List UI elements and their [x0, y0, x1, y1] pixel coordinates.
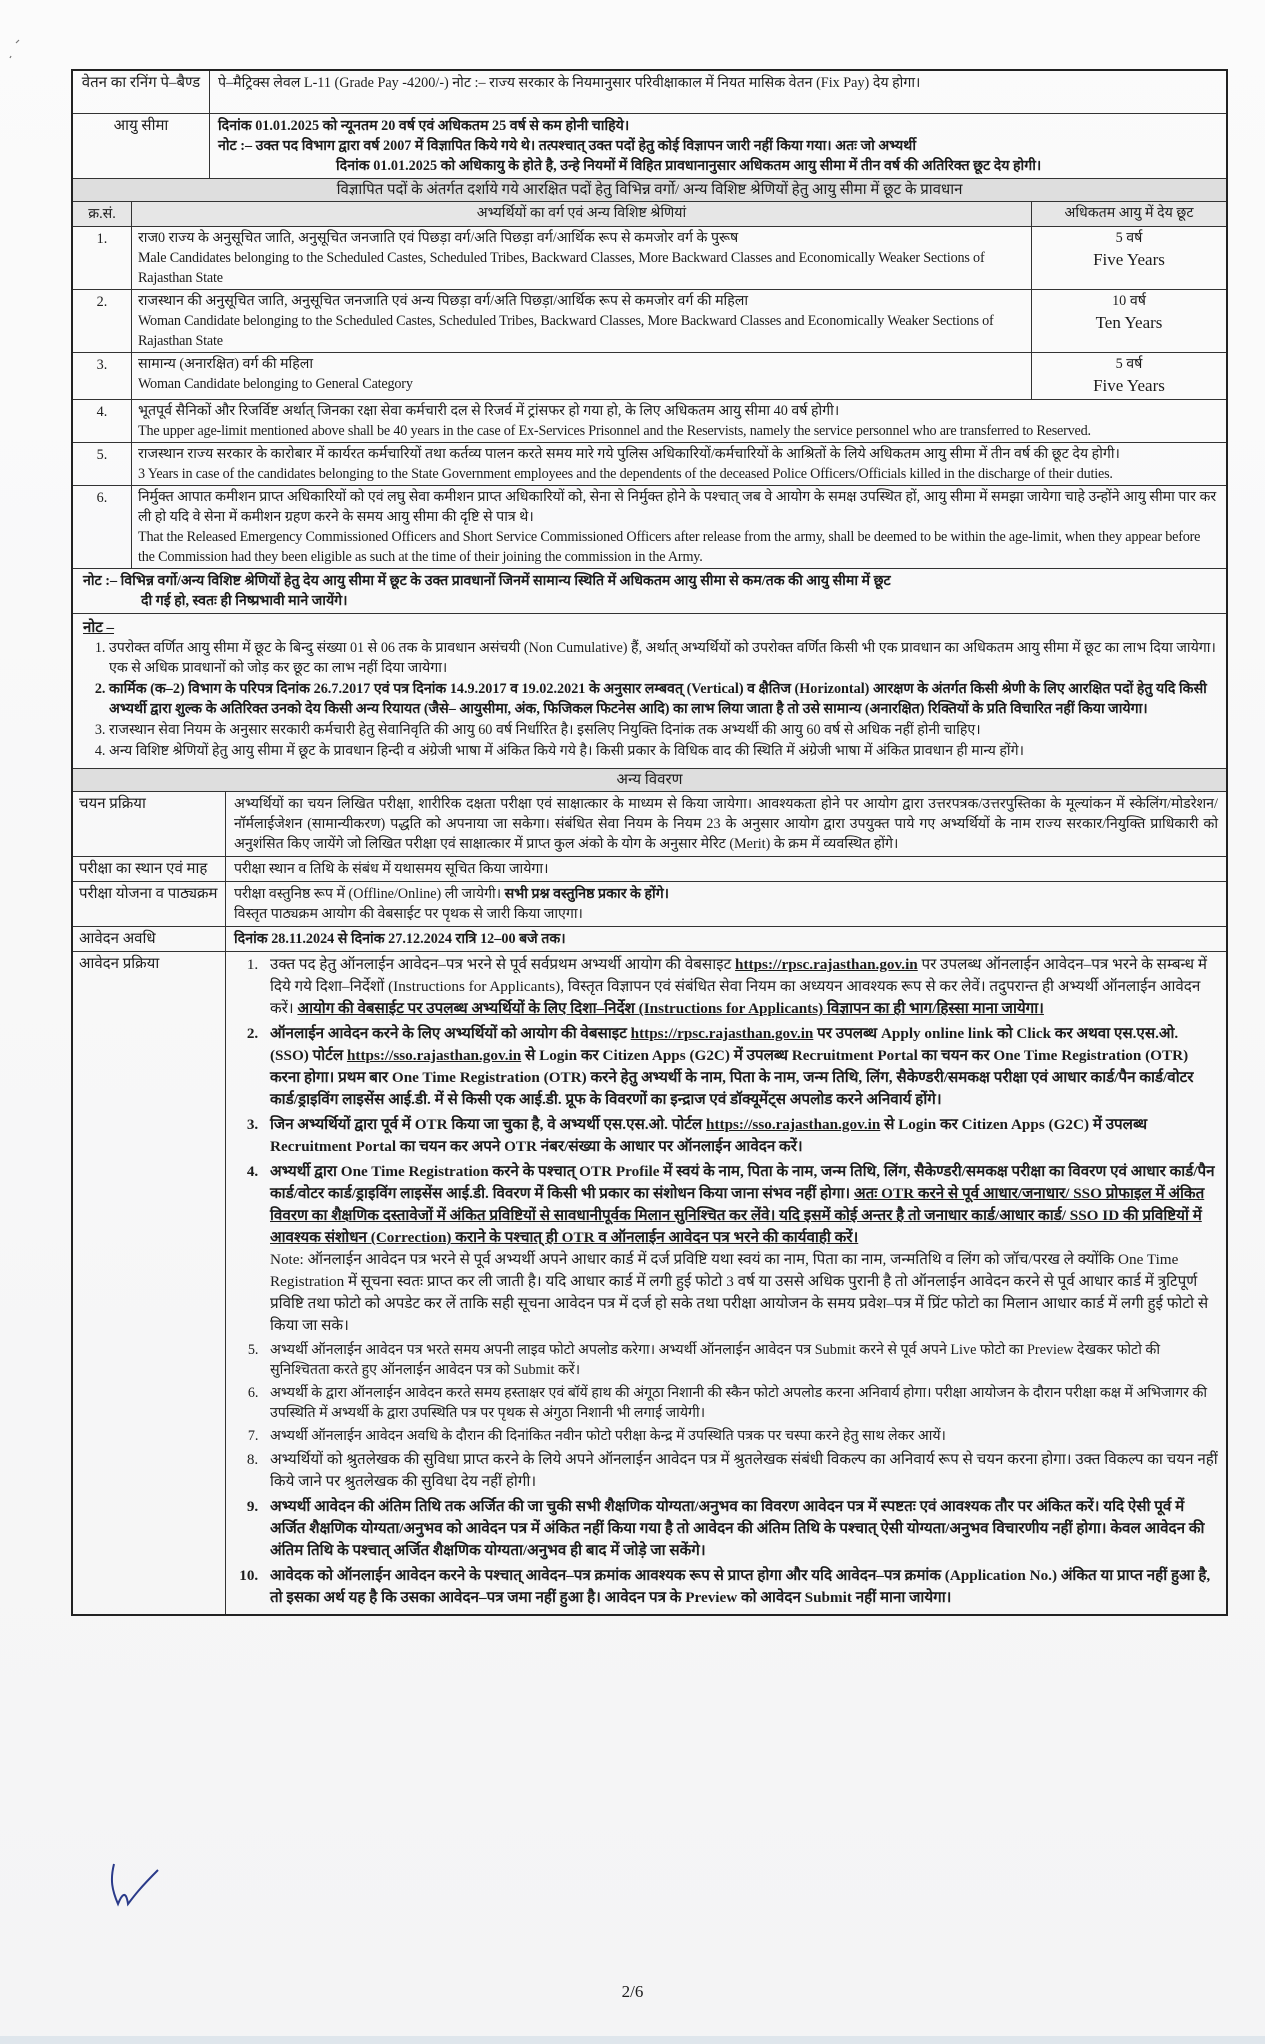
process-item: 9. अभ्यर्थी आवेदन की अंतिम तिथि तक अर्जित की जा चुकी सभी शैक्षणिक योग्यता/अनुभव का विवरण आवेदन पत्र में स्पष्टतः एवं आवश्यक तौर पर अंकित करें। यदि ऐसी पूर्व में अर्जित शैक्षणिक योग्यता/अनुभव को आवेदन पत्र में अंकित नहीं किया गया है तो आवेदन की अंतिम तिथि के पश्चात् ऐसी योग्यता/अनुभव विचारणीय नहीं होगा। केवल आवेदन की अंतिम तिथि के पश्चात् अर्जित शैक्षणिक योग्यता/अनुभव ही बाद में जोड़े जा सकेंगे।	[262, 1496, 1218, 1562]
col-serial: क्र.सं.	[73, 202, 132, 226]
relaxation-note	[73, 569, 1226, 614]
age-english: Five Years	[1093, 250, 1165, 269]
age-limit-note: नोट :– उक्त पद विभाग द्वारा वर्ष 2007 में विज्ञापित किये गये थे। तत्पश्चात् उक्त पदों हेतु कोई विज्ञापन जारी नहीं किया गया। अतः जो अभ्यर्थी	[218, 138, 917, 154]
process-item	[262, 1161, 1218, 1337]
pay-band-value: पे–मैट्रिक्स लेवल L-11 (Grade Pay -4200/-) नोट :– राज्य सरकार के नियमानुसार परिवीक्षाकाल में नियत मासिक वेतन (Fix Pay) देय होगा।	[218, 75, 921, 91]
scheme-label: परीक्षा योजना व पाठ्यक्रम	[73, 882, 226, 926]
scheme-syllabus: विस्तृत पाठ्यक्रम आयोग की वेबसाईट पर पृथक से जारी किया जाएगा।	[234, 906, 583, 922]
category-english: Woman Candidate belonging to the Scheduled Castes, Scheduled Tribes, Backward Classes, More Backward Classes and Economically Weaker Sections of Rajasthan State	[138, 313, 994, 349]
note-item: 2. कार्मिक (क–2) विभाग के परिपत्र दिनांक 26.7.2017 एवं पत्र दिनांक 14.9.2017 व 19.02.2021 के अनुसार लम्बवत् (Vertical) व क्षैतिज (Horizontal) आरक्षण के अंतर्गत किसी श्रेणी के लिए आरक्षित पदों हेतु यदि किसी अभ्यर्थी द्वारा शुल्क के अतिरिक्त उनको देय किसी अन्य रियायत (जैसे– आयुसीमा, अंक, फिजिकल फिटनेस आदि) का लाभ लिया जाता है तो उसे सामान्य (अनारक्षित) रिक्तियों के प्रति विचारित नहीं किया जायेगा।	[109, 679, 1216, 719]
process-text: से Login कर Citizen Apps (G2C) में उपलब्ध Recruitment Portal का चयन कर अपने OTR नंबर/संख्या के आधार पर ऑनलाईन आवेदन करें।	[270, 1116, 1148, 1155]
category-english: The upper age-limit mentioned above shall be 40 years in the case of Ex-Services Prisonnel and the Reservists, namely the service personnel who are transferred to Reserved.	[138, 423, 1091, 439]
category-hindi: राजस्थान राज्य सरकार के कारोबार में कार्यरत कर्मचारियों तथा कर्तव्य पालन करते समय मारे गये पुलिस अधिकारियों/कर्मचारियों के आश्रितों के लिये अधिकतम आयु सीमा में तीन वर्ष की छूट देय होगी।	[138, 446, 1120, 462]
pay-band-row	[73, 71, 1226, 114]
scheme-row	[73, 882, 1226, 927]
other-details-title: अन्य विवरण	[73, 769, 1226, 792]
process-list	[226, 952, 1226, 1614]
process-item	[262, 954, 1218, 1020]
category-english: Woman Candidate belonging to General Category	[138, 376, 413, 392]
row-serial: 5.	[73, 443, 132, 485]
row-age	[1032, 290, 1226, 352]
venue-row	[73, 857, 1226, 882]
process-note: Note: ऑनलाईन आवेदन पत्र भरने से पूर्व अभ्यर्थी अपने आधार कार्ड में दर्ज प्रविष्टि यथा स्वयं का नाम, पिता का नाम, जन्मतिथि व लिंग को जॉच/परख ले क्योंकि One Time Registration में सूचना स्वतः प्राप्त कर ली जाती है। यदि आधार कार्ड में लगी हुई फोटो 3 वर्ष या उससे अधिक पुरानी है तो ऑनलाईन आवेदन करने से पूर्व आधार कार्ड में त्रुटिपूर्ण प्रविष्टि तथा फोटो को अपडेट कर लें ताकि सही सूचना आवेदन पत्र में दर्ज हो सके तथा परीक्षा आयोजन के समय प्रवेश–पत्र में प्रिंट फोटो का मिलान आधार कार्ड में लगी हुई फोटो से किया जा सके।	[270, 1251, 1209, 1334]
relaxation-header	[73, 202, 1226, 227]
note-item: 3. राजस्थान सेवा नियम के अनुसार सरकारी कर्मचारी हेतु सेवानिवृति की आयु 60 वर्ष निर्धारित है। इसलिए नियुक्ति दिनांक तक अभ्यर्थी की आयु 60 वर्ष से अधिक नहीं होनी चाहिए।	[109, 720, 1216, 740]
process-text: पर उपलब्ध ऑनलाईन आवेदन–पत्र भरने के सम्बन्ध में दिये गये दिशा–निर्देशों (Instructions for Applicants), विस्तृत विज्ञापन एवं संबंधित सेवा नियम का अध्ययन आवश्यक रूप से कर लेवें। तदुपरान्त ही अभ्यर्थी ऑनलाईन आवेदन करें।	[270, 956, 1207, 1017]
age-english: Ten Years	[1095, 313, 1163, 332]
note-item: 4. अन्य विशिष्ट श्रेणियों हेतु आयु सीमा में छूट के प्रावधान हिन्दी व अंग्रेजी भाषा में अंकित किये गये है। किसी प्रकार के विधिक वाद की स्थिति में अंग्रेजी भाषा में अंकित प्रावधान ही मान्य होंगे।	[109, 741, 1216, 761]
age-hindi: 5 वर्ष	[1115, 356, 1143, 372]
note-item: 1. उपरोक्त वर्णित आयु सीमा में छूट के बिन्दु संख्या 01 से 06 तक के प्रावधान असंचयी (Non Cumulative) हैं, अर्थात् अभ्यर्थियों को उपरोक्त वर्णित किसी भी एक प्रावधान का अधिकतम आयु सीमा में छूट का लाभ दिया जायेगा। एक से अधिक प्रावधानों को जोड़ कर छूट का लाभ नहीं दिया जायेगा।	[109, 638, 1216, 678]
age-limit-label: आयु सीमा	[73, 114, 210, 178]
relaxation-note-line: दी गई हो, स्वतः ही निष्प्रभावी माने जायेंगे।	[141, 593, 348, 609]
period-row	[73, 927, 1226, 952]
scheme-mode: परीक्षा वस्तुनिष्ठ रूप में (Offline/Online) ली जायेगी।	[234, 886, 502, 902]
age-limit-note-cont: दिनांक 01.01.2025 को अधिकायु के होते है, उन्हे नियमों में विहित प्रावधानानुसार अधिकतम आयु सीमा में तीन वर्ष की अतिरिक्त छूट देय होगी।	[336, 158, 1042, 174]
process-text: उक्त पद हेतु ऑनलाईन आवेदन–पत्र भरने से पूर्व सर्वप्रथम अभ्यर्थी आयोग की वेबसाइट	[270, 956, 732, 973]
relaxation-title: विज्ञापित पदों के अंतर्गत दर्शाये गये आरक्षित पदों हेतु विभिन्न वर्गो/ अन्य विशिष्ट श्रेणियों हेतु आयु सीमा में छूट के प्रावधान	[73, 179, 1226, 202]
category-english: Male Candidates belonging to the Scheduled Castes, Scheduled Tribes, Backward Classes, More Backward Classes and Economically Weaker Sections of Rajasthan State	[138, 250, 985, 286]
sso-link[interactable]: https://sso.rajasthan.gov.in	[706, 1116, 881, 1133]
row-category	[132, 290, 1032, 352]
process-item: 10. आवेदक को ऑनलाईन आवेदन करने के पश्चात् आवेदन–पत्र क्रमांक आवश्यक रूप से प्राप्त होगा और यदि आवेदन–पत्र क्रमांक (Application No.) अंकित या प्राप्त नहीं हुआ है, तो इसका अर्थ यह है कि उसका आवेदन–पत्र जमा नहीं हुआ है। आवेदन पत्र के Preview को आवेदन Submit नहीं माना जायेगा।	[262, 1565, 1218, 1609]
process-text: पर उपलब्ध Apply online link को Click कर अथवा एस.एस.ओ. (SSO) पोर्टल	[270, 1025, 1179, 1064]
relaxation-note-line: नोट :– विभिन्न वर्गो/अन्य विशिष्ट श्रेणियों हेतु देय आयु सीमा में छूट के उक्त प्रावधानों जिनमें सामान्य स्थिति में अधिकतम आयु सीमा से कम/तक की आयु सीमा में छूट	[83, 573, 891, 589]
process-label: आवेदन प्रक्रिया	[73, 952, 226, 1614]
selection-row	[73, 792, 1226, 857]
scan-speck-mark	[5, 30, 25, 60]
scheme-text	[226, 882, 1226, 926]
notes-section	[73, 614, 1226, 769]
process-item: 8. अभ्यर्थियों को श्रुतलेखक की सुविधा प्राप्त करने के लिये अपने ऑनलाईन आवेदन पत्र में श्रुतलेखक संबंधी विकल्प का अनिवार्य रूप से चयन करना होगा। उक्त विकल्प का चयन नहीं किये जाने पर श्रुतलेखक की सुविधा देय नहीं होगी।	[262, 1449, 1218, 1493]
selection-text: अभ्यर्थियों का चयन लिखित परीक्षा, शारीरिक दक्षता परीक्षा एवं साक्षात्कार के माध्यम से किया जायेगा। आवश्यकता होने पर आयोग द्वारा उत्तरपत्रक/उत्तरपुस्तिका के मूल्यांकन में स्केलिंग/मोडरेशन/नॉर्मलाईजेशन (सामान्यीकरण) पद्धति को अपनाया जा सकेगा। संबंधित सेवा नियम के नियम 23 के अनुसार आयोग द्वारा उपयुक्त पाये गए अभ्यर्थियों के नाम राज्य सरकार/नियुक्ति प्राधिकारी को अनुशंसित किए जायेंगे जो लिखित परीक्षा एवं साक्षात्कार में प्राप्त कुल अंको के योग के अनुसार मेरिट (Merit) के क्रम में व्यवस्थित होंगे।	[234, 796, 1218, 852]
notes-title: नोट –	[83, 620, 115, 636]
relaxation-row	[73, 400, 1226, 443]
row-category	[132, 400, 1226, 442]
process-item	[262, 1114, 1218, 1158]
process-text: जिन अभ्यर्थियों द्वारा पूर्व में OTR किया जा चुका है, वे अभ्यर्थी एस.एस.ओ. पोर्टल	[270, 1116, 703, 1133]
age-limit-line: दिनांक 01.01.2025 को न्यूनतम 20 वर्ष एवं अधिकतम 25 वर्ष से कम होनी चाहिये।	[218, 118, 630, 134]
period-label: आवेदन अवधि	[73, 927, 226, 951]
process-item	[262, 1023, 1218, 1111]
row-age	[1032, 353, 1226, 399]
advertisement-table	[71, 69, 1228, 1616]
row-category	[132, 353, 1032, 399]
row-category	[132, 227, 1032, 289]
row-serial: 2.	[73, 290, 132, 352]
col-category: अभ्यर्थियों का वर्ग एवं अन्य विशिष्ट श्रेणियां	[132, 202, 1032, 226]
process-text: अभ्यर्थी द्वारा One Time Registration करने के पश्चात् OTR Profile में स्वयं के नाम, पिता के नाम, जन्म तिथि, लिंग, सैकेण्डरी/समकक्ष परीक्षा का विवरण एवं आधार कार्ड/पैन कार्ड/वोटर कार्ड/ड्राइविंग लाइसेंस आई.डी. विवरण में किसी भी प्रकार का संशोधन किया जाना संभव नहीं होगा।	[270, 1163, 1215, 1202]
pay-band-label: वेतन का रनिंग पे–बैण्ड	[73, 71, 210, 113]
process-text: अतः OTR करने से पूर्व आधार/जनाधार/ SSO प्रोफाइल में अंकित विवरण का शैक्षणिक दस्तावेजों में अंकित प्रविष्टियों से सावधानीपूर्वक मिलान सुनिश्चित कर लेंवे। यदि इसमें कोई अन्तर है तो जनाधार कार्ड/आधार कार्ड/ SSO ID की प्रविष्टियों में आवश्यक संशोधन (Correction) कराने के पश्चात् ही OTR व ऑनलाईन आवेदन पत्र भरने की कार्यवाही करें।	[270, 1185, 1205, 1246]
category-english: 3 Years in case of the candidates belonging to the State Government employees and the dependents of the deceased Police Officers/Officials killed in the discharge of their duties.	[138, 466, 1113, 482]
relaxation-row	[73, 353, 1226, 400]
age-limit-row	[73, 114, 1226, 179]
row-serial: 4.	[73, 400, 132, 442]
venue-text: परीक्षा स्थान व तिथि के संबंध में यथासमय सूचित किया जायेगा।	[234, 861, 549, 877]
category-hindi: राज0 राज्य के अनुसूचित जाति, अनुसूचित जनजाति एवं पिछड़ा वर्ग/अति पिछड़ा वर्ग/आर्थिक रूप से कमजोर वर्ग के पुरूष	[138, 230, 739, 246]
venue-label: परीक्षा का स्थान एवं माह	[73, 857, 226, 881]
relaxation-row	[73, 290, 1226, 353]
process-item: 5. अभ्यर्थी ऑनलाईन आवेदन पत्र भरते समय अपनी लाइव फोटो अपलोड करेगा। अभ्यर्थी ऑनलाईन आवेदन पत्र Submit करने से पूर्व अपने Live फोटो का Preview देखकर फोटो की सुनिश्चितता करते हुए ऑनलाईन आवेदन पत्र को Submit करें।	[262, 1340, 1218, 1380]
process-text: आयोग की वेबसाईट पर उपलब्ध अभ्यर्थियों के लिए दिशा–निर्देश (Instructions for Applicants) विज्ञापन का ही भाग/हिस्सा माना जायेगा।	[297, 1000, 1044, 1017]
category-hindi: राजस्थान की अनुसूचित जाति, अनुसूचित जनजाति एवं अन्य पिछड़ा वर्ग/अति पिछड़ा/आर्थिक रूप से कमजोर वर्ग की महिला	[138, 293, 749, 309]
signature-mark	[100, 1860, 170, 1920]
age-limit-value	[210, 114, 1226, 178]
age-english: Five Years	[1093, 376, 1165, 395]
category-hindi: भूतपूर्व सैनिकों और रिजर्विष्ट अर्थात् जिनका रक्षा सेवा कर्मचारी दल से रिजर्व में ट्रांसफर हो गया हो, के लिए अधिकतम आयु सीमा 40 वर्ष होगी।	[138, 403, 840, 419]
process-text: ऑनलाईन आवेदन करने के लिए अभ्यर्थियों को आयोग की वेबसाइट	[270, 1025, 627, 1042]
relaxation-row	[73, 443, 1226, 486]
relaxation-row	[73, 227, 1226, 290]
selection-label: चयन प्रक्रिया	[73, 792, 226, 856]
relaxation-row	[73, 486, 1226, 569]
category-hindi: निर्मुक्त आपात कमीशन प्राप्त अधिकारियों को एवं लघु सेवा कमीशन प्राप्त अधिकारियों को, सेना से निर्मुक्त होने के पश्चात् जब वे आयोग के समक्ष उपस्थित हों, आयु सीमा में समझा जायेगा चाहे उन्होंने आयु सीमा पार कर ली हो यदि वे सेना में कमीशन ग्रहण करने के समय आयु सीमा की दृष्टि से पात्र थे।	[138, 489, 1217, 525]
category-hindi: सामान्य (अनारक्षित) वर्ग की महिला	[138, 356, 314, 372]
row-serial: 6.	[73, 486, 132, 568]
process-row	[73, 952, 1226, 1614]
period-text: दिनांक 28.11.2024 से दिनांक 27.12.2024 रात्रि 12–00 बजे तक।	[234, 931, 566, 947]
category-english: That the Released Emergency Commissioned Officers and Short Service Commissioned Officers after release from the army, shall be deemed to be within the age-limit, when they appear before the Commission had they been eligible as such at the time of their joining the commission in the Army.	[138, 529, 1201, 565]
scan-border	[0, 2036, 1265, 2044]
row-category	[132, 486, 1226, 568]
rpsc-link[interactable]: https://rpsc.rajasthan.gov.in	[630, 1025, 814, 1042]
process-text: से Login कर Citizen Apps (G2C) में उपलब्ध Recruitment Portal का चयन कर One Time Registration (OTR) करना होगा। प्रथम बार One Time Registration (OTR) करने हेतु अभ्यर्थी के नाम, पिता के नाम, जन्म तिथि, लिंग, सैकेण्डरी/समकक्ष परीक्षा एवं आधार कार्ड/पैन कार्ड/वोटर कार्ड/ड्राइविंग लाइसेंस आई.डी. में से किसी एक आई.डी. प्रूफ के विवरणों का इन्द्राज एवं डॉक्यूमेंट्स अपलोड करने अनिवार्य होंगे।	[270, 1047, 1194, 1108]
row-serial: 1.	[73, 227, 132, 289]
col-age-relaxation: अधिकतम आयु में देय छूट	[1064, 205, 1194, 221]
age-hindi: 10 वर्ष	[1112, 293, 1146, 309]
rpsc-link[interactable]: https://rpsc.rajasthan.gov.in	[735, 956, 918, 973]
sso-link[interactable]: https://sso.rajasthan.gov.in	[346, 1047, 522, 1064]
process-item: 7. अभ्यर्थी ऑनलाईन आवेदन अवधि के दौरान की दिनांकित नवीन फोटो परीक्षा केन्द्र में उपस्थिति पत्रक पर चस्पा करने हेतु साथ लेकर आयें।	[262, 1426, 1218, 1446]
row-age	[1032, 227, 1226, 289]
scheme-objective: सभी प्रश्न वस्तुनिष्ठ प्रकार के होंगे।	[504, 886, 670, 902]
page-number: 2/6	[621, 1982, 644, 2001]
row-serial: 3.	[73, 353, 132, 399]
row-category	[132, 443, 1226, 485]
age-hindi: 5 वर्ष	[1115, 230, 1143, 246]
process-item: 6. अभ्यर्थी के द्वारा ऑनलाईन आवेदन करते समय हस्ताक्षर एवं बॉयें हाथ की अंगूठा निशानी की स्कैन फोटो अपलोड करना अनिवार्य होगा। परीक्षा आयोजन के दौरान परीक्षा कक्ष में अभिजागर की उपस्थिति में अभ्यर्थी के द्वारा उपस्थिति पत्र पर पृथक से अंगुठा निशानी भी लगाई जायेगी।	[262, 1383, 1218, 1423]
